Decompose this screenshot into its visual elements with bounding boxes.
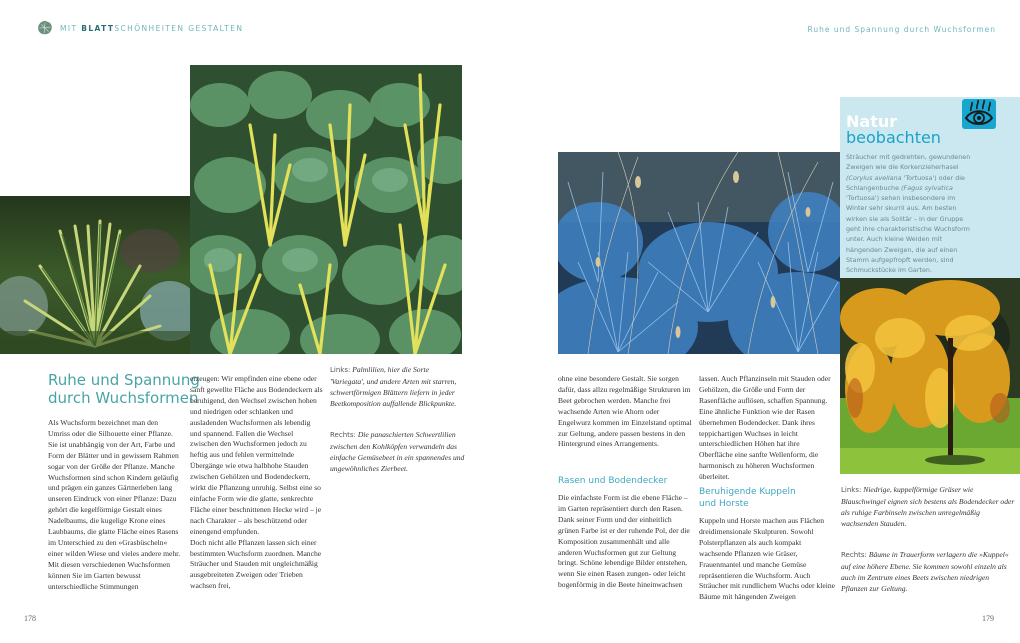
subheading-kuppeln: Beruhigende Kuppeln und Horste [699,487,796,509]
subheading-rasen: Rasen und Bodendecker [558,476,668,486]
body-column-3: ohne eine besondere Gestalt. Sie sorgen dafür, dass allzu regelmäßige Strukturen im Beet gebrochen werden. Manche frei wachsende Arten wie Ahorn oder Engelwurz kommen im Einzelstand optimal zur Geltung, andere passen bestens in den Hintergrund eines Arrangements. [558,374,692,449]
blue-fescue-photo [558,152,840,354]
body-column-2: erzeugen: Wir empfinden eine ebene oder sanft gewellte Fläche aus Bodendeckern als beruhigend, den Wechsel zwischen hohen und niedrigen oder schlanken und ausladenden Wuchsformen als lebendig und spannend. Fallen die Wechsel zwischen den Wuchsformen jedoch zu heftig aus und fehlen vermittelnde Übergänge wie etwa halbhohe Stauden zwischen Gehölzen und Bodendeckern, wirkt die Pflanzung unruhig. Selbst eine so einfache Form wie die glatte, senkrechte Fläche einer beschnittenen Hecke wird – je nach Charakter – als beschützend oder einengend empfunden. Doch nicht alle Pflanzen lassen sich einer bestimmten Wuchsform zuordnen. Manche Sträucher und Stauden mit ungleichmäßig ausgebreiteten Zweigen oder Trieben wachsen frei, [190,374,323,591]
eye-icon [962,99,996,129]
running-header-left [36,18,243,38]
body-column-1: Als Wuchsform bezeichnet man den Umriss oder die Silhouette einer Pflanze. Sie ist unabhängig von der Art, Farbe und Form der Blätter und in gewissem Rahmen sogar von der Größe der Pflanze. Manche Wuchsformen sind schon Kindern geläufig und prägen ein ganzes Gärtnerleben lang unseren Eindruck von einer Pflanze: Dazu gehört die kegelförmige Gestalt eines Nadelbaums, die kugelige Krone eines Laubbaums, die glatte Fläche eines Rasens im Unterschied zu den »Grasbüscheln« einer wilden Wiese und vieles andere mehr. Mit diesen verschiedenen Wuchsformen können Sie im Garten bewusst unterschiedliche Stimmungen [48,418,181,591]
yucca-photo [0,196,190,354]
caption-weeping-tree: Rechts: Bäume in Trauerform verlagern die »Kuppel« auf eine höhere Ebene. Sie kommen sowohl einzeln als auch im Zentrum eines Beets zwischen niedrigen Pflanzen zur Geltung. [841,550,1009,593]
caption-right-photo: Rechts: Die panaschierten Schwertlilien zwischen den Kohlköpfen verwandeln das einfache Gemüsebeet in ein spannendes und ungewöhnliches Zierbeet. [330,430,465,473]
info-box-body: Sträucher mit gedrehten, gewundenen Zweigen wie die Korkenzieherhasel (Corylus avellana 'Tortuosa') oder die Schlangenbuche (Fagus sylvatica 'Tortuosa') sehen insbesondere im Winter sehr skurril aus. Am besten wirken sie als Solitär – in der Gruppe geht ihre charakteristische Wuchsform unter. Auch kleine Weiden mit hängenden Zweigen, die auf einen Stamm aufgepfropft werden, sind Schmuckstücke im Garten. [846,153,971,275]
cabbage-iris-photo [190,65,462,354]
page-number-right: 179 [982,614,994,623]
body-column-3b: Die einfachste Form ist die ebene Fläche – im Garten repräsentiert durch den Rasen. Dank seiner Form und der einheitlich grünen Farbe ist er der ruhende Pol, der die Komposition zusammenhält und alle anderen Wuchsformen gut zur Geltung bringt. Schöne lebendige Bilder entstehen, wenn Sie einen Rasen zungen- oder leicht bogenförmig in die Beete hineinwachsen [558,493,690,590]
leaf-icon [36,19,54,37]
section-title: Ruhe und Spannung durch Wuchsformen [48,371,200,407]
info-box-natur-beobachten [840,97,1020,278]
caption-blue-fescue: Links: Niedrige, kuppelförmige Gräser wie Blauschwingel eignen sich bestens als Bodendecker oder als ruhige Farbinseln zwischen unregelmäßig wachsenden Stauden. [841,485,1015,528]
page-number-left: 178 [24,614,36,623]
info-box-title: Natur [846,112,898,131]
running-header-right: Ruhe und Spannung durch Wuchsformen [807,25,996,34]
weeping-tree-photo [840,278,1020,474]
info-box-subtitle: beobachten [846,128,941,147]
caption-left-photo: Links: Palmlilien, hier die Sorte 'Variegata', und andere Arten mit starren, schwertförmigen Blättern liefern in jeder Beetkomposition auffallende Blickpunkte. [330,365,457,408]
body-column-4b: Kuppeln und Horste machen aus Flächen dreidimensionale Skulpturen. Sowohl Polsterpflanzen als auch kompakt wachsende Pflanzen wie Gräser, Frauenmantel und manche Gemüse repräsentieren die Wuchsform. Auch Sträucher mit rundlichem Wuchs oder kleine Bäume mit hängenden Zweigen [699,516,835,602]
body-column-4: lassen. Auch Pflanzinseln mit Stauden oder Gehölzen, die Größe und Form der Rasenfläche auflösen, schaffen Spannung. Eine ähnliche Funktion wie der Rasen übernehmen Bodendecker. Dank ihres teppichartigen Wuchses in leicht unterschiedlichen Höhen hat ihre Oberfläche eine sanfte Wellenform, die harmonisch zu höheren Wuchsformen überleitet. [699,374,831,482]
chapter-label: MIT BLATTSCHÖNHEITEN GESTALTEN [60,23,244,33]
